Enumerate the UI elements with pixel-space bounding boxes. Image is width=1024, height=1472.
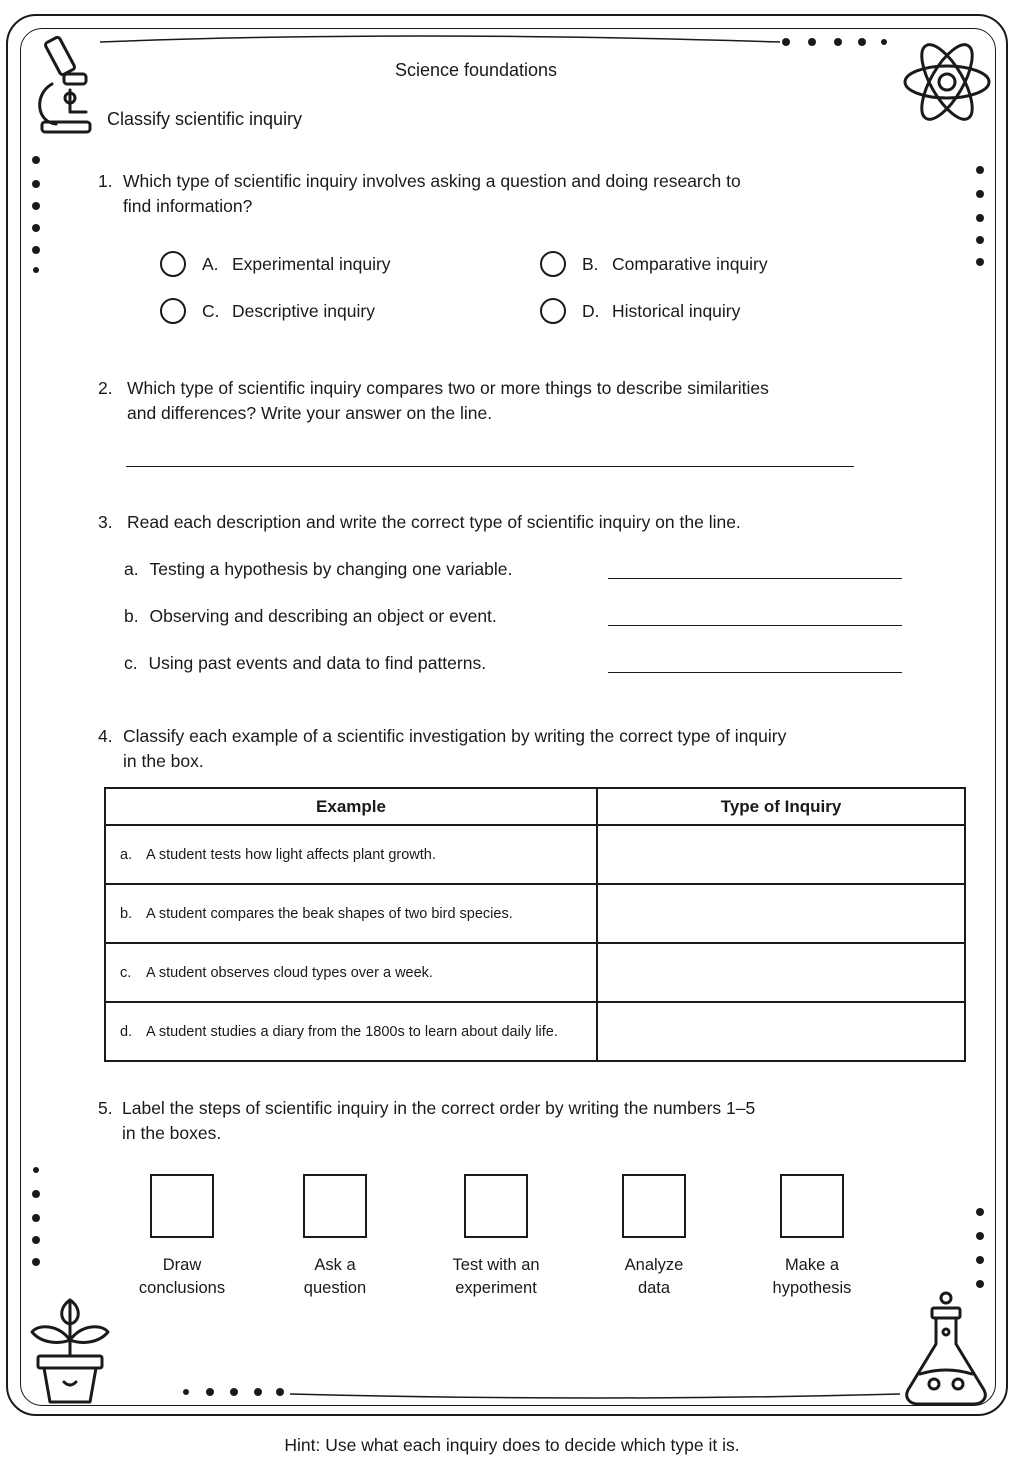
option-letter: C. [202, 300, 220, 321]
question-5 [98, 1096, 918, 1146]
question-number: 1. [98, 171, 113, 191]
question-text-line1: Classify each example of a scientific investigation by writing the correct type of inquiry [123, 726, 787, 746]
option-d[interactable] [540, 298, 740, 324]
step-box-1[interactable] [150, 1174, 214, 1238]
step-label-make-hypothesis [737, 1254, 887, 1300]
step-label-line2: experiment [455, 1279, 537, 1297]
step-label-draw-conclusions [107, 1254, 257, 1300]
option-label: Comparative inquiry [612, 253, 768, 274]
option-a[interactable] [160, 251, 391, 277]
answer-cell[interactable] [597, 884, 965, 943]
q3-item-b [124, 606, 497, 627]
option-letter: B. [582, 253, 599, 274]
flask-icon [900, 1288, 992, 1412]
example-cell [105, 825, 597, 884]
question-text-line2: and differences? Write your answer on the line. [127, 403, 493, 423]
option-letter: A. [202, 253, 219, 274]
question-number: 4. [98, 726, 113, 746]
item-letter: c. [124, 653, 138, 673]
step-box-5[interactable] [780, 1174, 844, 1238]
option-label: Historical inquiry [612, 300, 741, 321]
step-label-line1: Analyze [624, 1256, 684, 1274]
step-label-line1: Test with an [452, 1256, 540, 1274]
radio-button[interactable] [540, 251, 566, 277]
option-label: Experimental inquiry [232, 253, 391, 274]
step-box-4[interactable] [622, 1174, 686, 1238]
question-number: 3. [98, 512, 113, 532]
question-text-line1: Which type of scientific inquiry involves asking a question and doing research to [123, 171, 741, 191]
step-box-3[interactable] [464, 1174, 528, 1238]
example-cell [105, 1002, 597, 1061]
question-3 [98, 510, 918, 535]
question-text-line2: in the box. [123, 751, 204, 771]
question-1 [98, 169, 918, 219]
row-letter: a. [120, 846, 133, 863]
step-label-ask-question [260, 1254, 410, 1300]
item-letter: a. [124, 559, 139, 579]
row-text: A student studies a diary from the 1800s to learn about daily life. [146, 1023, 558, 1040]
row-text: A student tests how light affects plant growth. [146, 846, 436, 863]
answer-line-q2[interactable] [126, 466, 854, 467]
question-text-line2: find information? [123, 196, 253, 216]
question-text-line1: Label the steps of scientific inquiry in the correct order by writing the numbers 1–5 [122, 1098, 756, 1118]
radio-button[interactable] [540, 298, 566, 324]
item-text: Testing a hypothesis by changing one variable. [149, 559, 513, 579]
row-letter: b. [120, 905, 133, 922]
option-letter: D. [582, 300, 600, 321]
answer-line-q3a[interactable] [608, 578, 902, 579]
step-box-2[interactable] [303, 1174, 367, 1238]
q3-item-a [124, 559, 512, 580]
row-text: A student compares the beak shapes of two bird species. [146, 905, 513, 922]
row-letter: c. [120, 964, 132, 981]
row-letter: d. [120, 1023, 133, 1040]
item-letter: b. [124, 606, 139, 626]
radio-button[interactable] [160, 251, 186, 277]
radio-button[interactable] [160, 298, 186, 324]
table-row [105, 943, 965, 1002]
answer-cell[interactable] [597, 825, 965, 884]
question-text-line2: in the boxes. [122, 1123, 222, 1143]
answer-line-q3c[interactable] [608, 672, 902, 673]
answer-cell[interactable] [597, 1002, 965, 1061]
item-text: Observing and describing an object or event. [149, 606, 497, 626]
option-c[interactable] [160, 298, 375, 324]
potted-plant-icon [28, 1284, 112, 1408]
example-cell [105, 943, 597, 1002]
step-label-line2: data [637, 1279, 671, 1297]
hint-text: Hint: Use what each inquiry does to decide which type it is. [284, 1435, 740, 1455]
step-label-test-experiment [421, 1254, 571, 1300]
inquiry-table [104, 787, 966, 1062]
question-number: 5. [98, 1098, 113, 1118]
header-type-of-inquiry: Type of Inquiry [597, 788, 965, 825]
step-label-analyze-data [579, 1254, 729, 1300]
option-b[interactable] [540, 251, 768, 277]
step-label-line2: question [303, 1279, 367, 1297]
page-title: Science foundations [394, 60, 558, 80]
answer-cell[interactable] [597, 943, 965, 1002]
table-row [105, 884, 965, 943]
q3-item-c [124, 653, 486, 674]
table-row [105, 1002, 965, 1061]
page-subtitle: Classify scientific inquiry [107, 109, 303, 129]
step-label-line2: hypothesis [772, 1279, 852, 1297]
question-2 [98, 376, 918, 426]
step-label-line1: Make a [784, 1256, 840, 1274]
question-text: Read each description and write the correct type of scientific inquiry on the line. [127, 512, 741, 532]
option-label: Descriptive inquiry [232, 300, 375, 321]
table-row [105, 825, 965, 884]
header-example: Example [105, 788, 597, 825]
item-text: Using past events and data to find patterns. [148, 653, 487, 673]
atom-icon [900, 30, 994, 134]
question-number: 2. [98, 378, 113, 398]
step-label-line2: conclusions [138, 1279, 226, 1297]
question-4 [98, 724, 948, 774]
step-label-line1: Ask a [314, 1256, 356, 1274]
question-text-line1: Which type of scientific inquiry compares two or more things to describe similarities [127, 378, 769, 398]
step-label-line1: Draw [162, 1256, 202, 1274]
row-text: A student observes cloud types over a week. [146, 964, 433, 981]
example-cell [105, 884, 597, 943]
answer-line-q3b[interactable] [608, 625, 902, 626]
table-header-row [105, 788, 965, 825]
microscope-icon [30, 32, 100, 136]
